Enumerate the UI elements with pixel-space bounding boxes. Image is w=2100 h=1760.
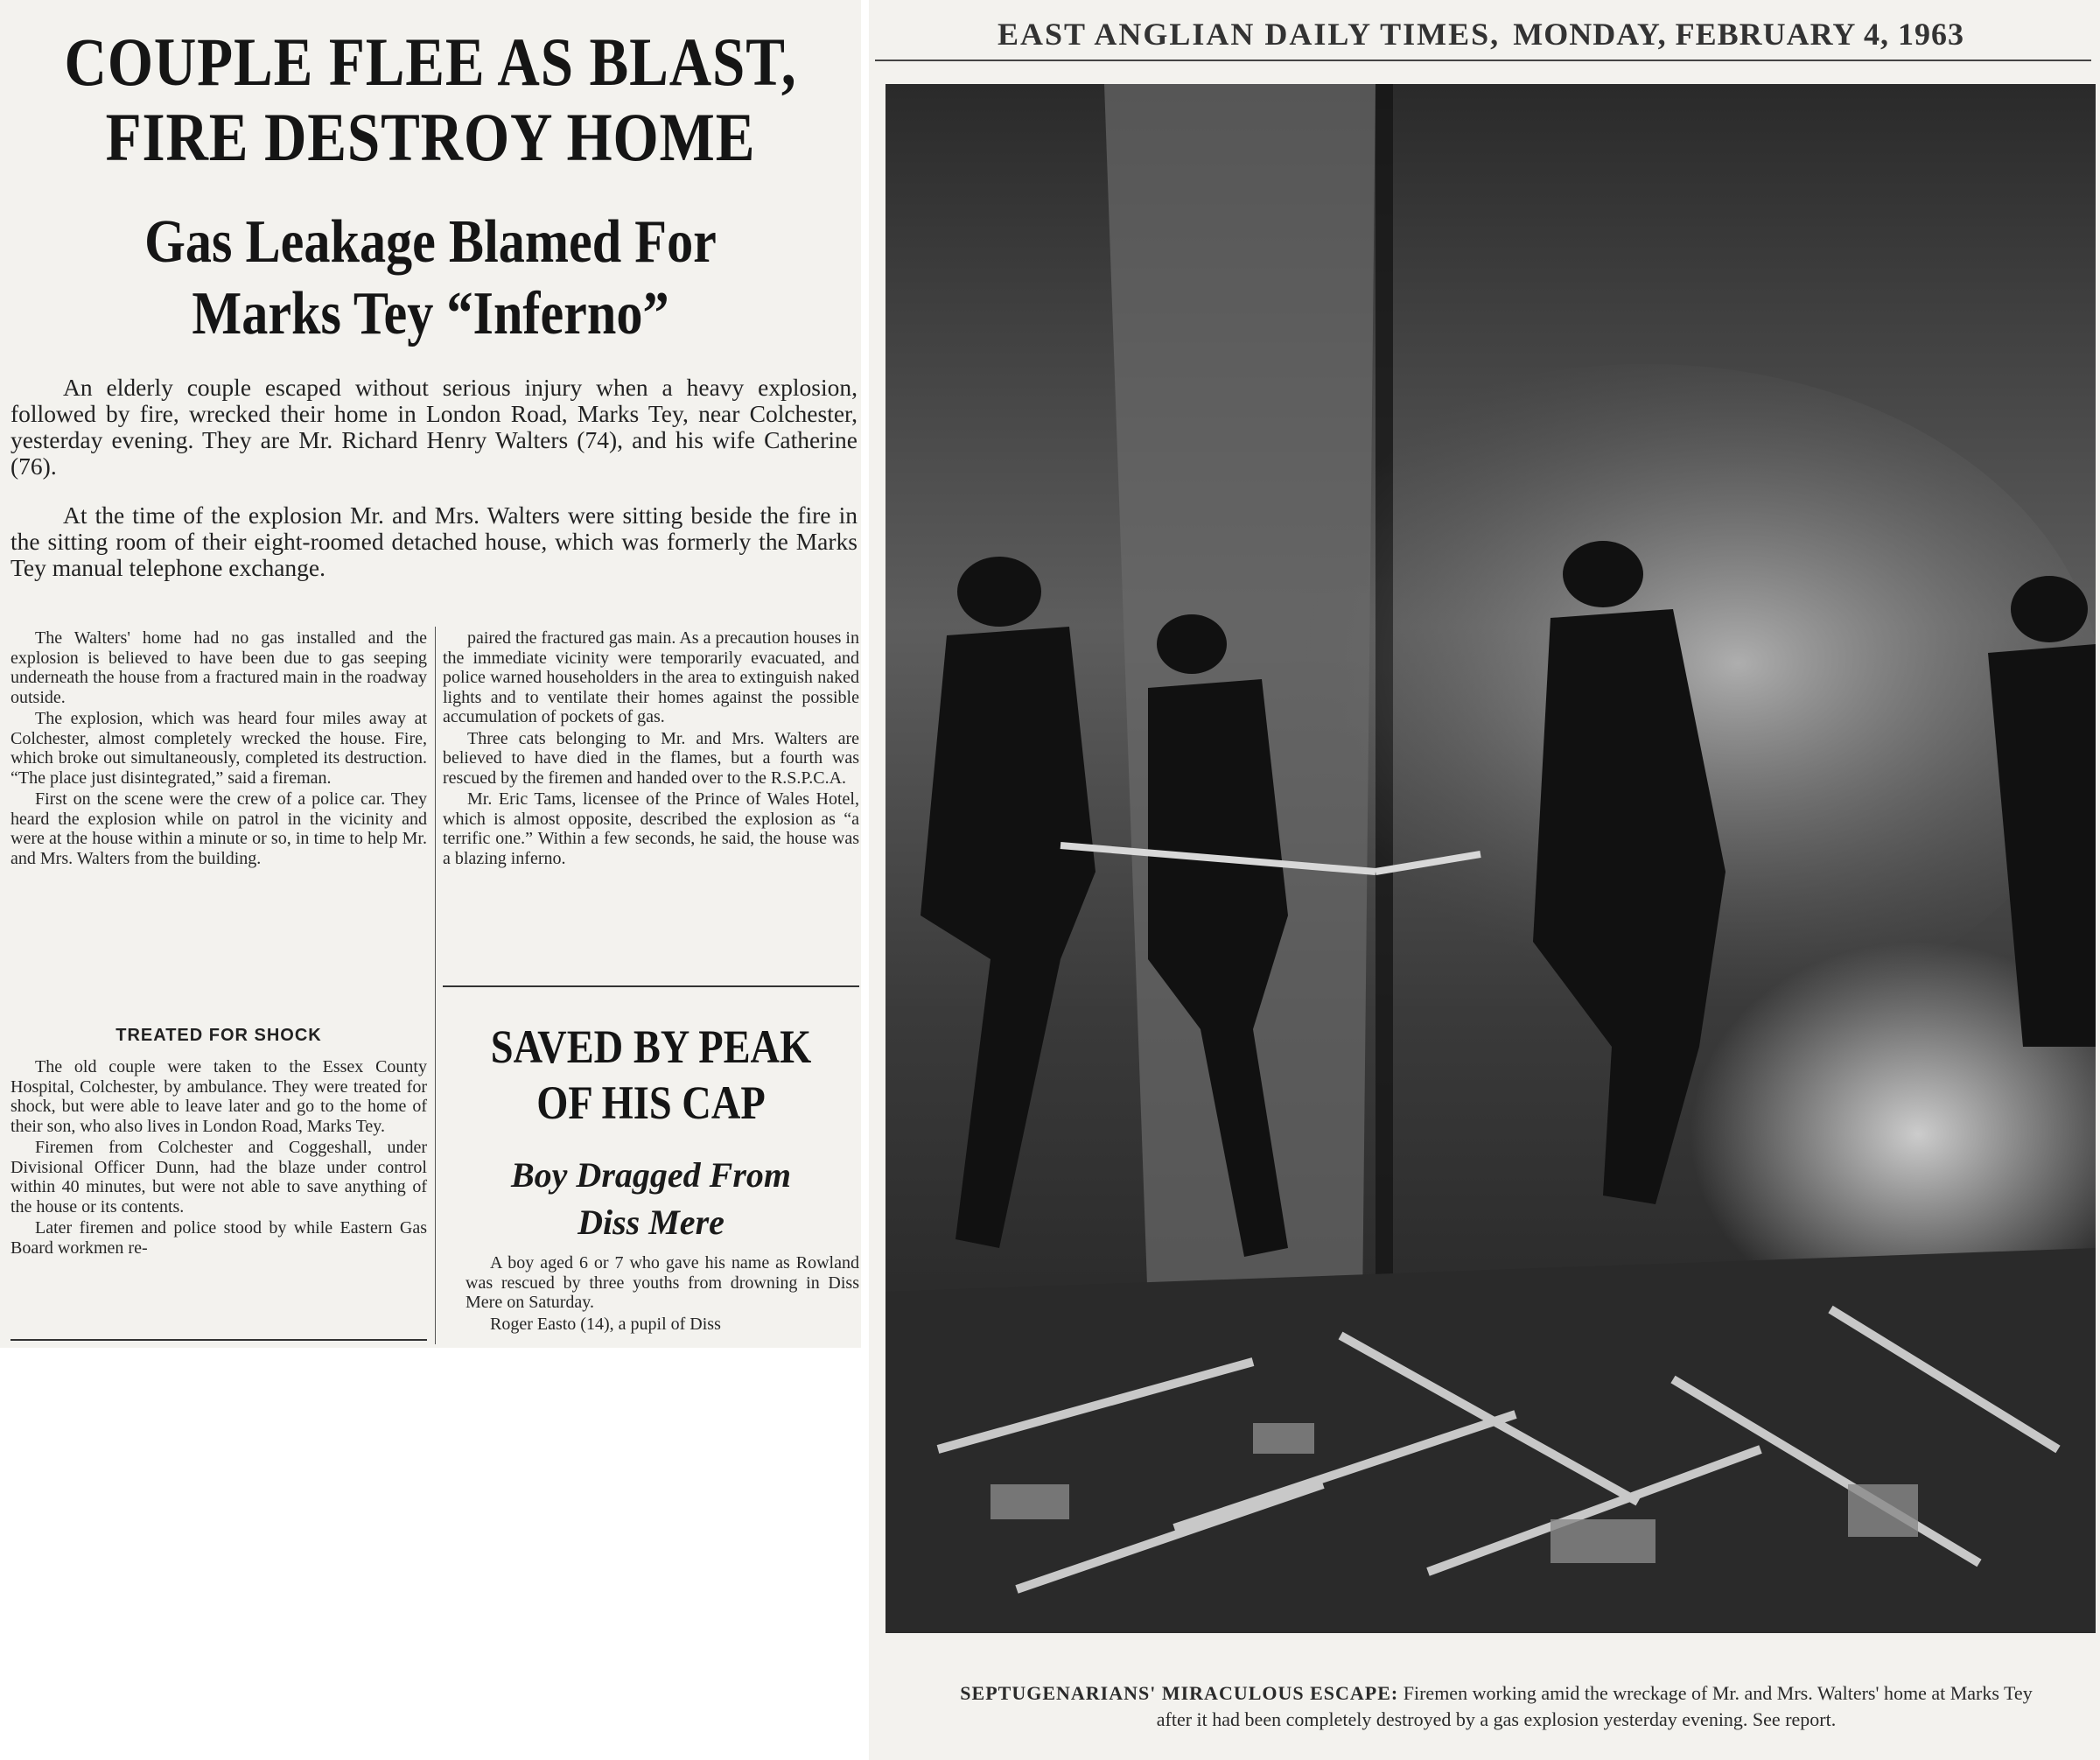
body-paragraph: Firemen from Colchester and Coggeshall, under Divisional Officer Dunn, had the blaze under control within 40 minutes, but were not able to save anything of the house or its contents. xyxy=(10,1138,427,1217)
main-subheadline-line1: Gas Leakage Blamed For xyxy=(144,208,717,276)
newspaper-masthead xyxy=(875,9,2091,61)
lead-paragraph-1: An elderly couple escaped without serious injury when a heavy explosion, followed by fire, wrecked their home in London Road, Marks Tey, near Colchester, yesterday evening. They are Mr. Richard Henry Walters (74), and his wife Catherine (76). xyxy=(10,374,858,480)
second-subheadline-line1: Boy Dragged From xyxy=(511,1155,791,1195)
crosshead-treated-for-shock: TREATED FOR SHOCK xyxy=(116,1026,322,1045)
body-paragraph: A boy aged 6 or 7 who gave his name as Rowland was rescued by three youths from drowning in Diss Mere on Saturday. xyxy=(466,1253,859,1312)
second-story-body xyxy=(466,1253,859,1336)
second-headline-line2: OF HIS CAP xyxy=(536,1076,766,1129)
caption-lead: SEPTUGENARIANS' MIRACULOUS ESCAPE: xyxy=(960,1682,1399,1704)
column-divider xyxy=(435,627,436,1344)
main-headline-line2: FIRE DESTROY HOME xyxy=(105,99,756,175)
body-paragraph: The old couple were taken to the Essex County Hospital, Colchester, by ambulance. They were treated for shock, but were able to leave later and go to the home of their son, who also lives in London Road, Marks Tey. xyxy=(10,1057,427,1136)
photo-caption xyxy=(954,1680,2039,1733)
body-paragraph: Mr. Eric Tams, licensee of the Prince of Wales Hotel, which is almost opposite, described the explosion as “a terrific one.” Within a few seconds, he said, the house was a blazing inferno. xyxy=(443,789,859,868)
fireman-helmet xyxy=(2011,576,2088,642)
fireman-helmet xyxy=(1563,541,1643,607)
publication-date: MONDAY, FEBRUARY 4, 1963 xyxy=(1513,17,1964,52)
story-divider-rule xyxy=(443,985,859,987)
story-column-1 xyxy=(10,628,427,870)
body-paragraph: paired the fractured gas main. As a precaution houses in the immediate vicinity were temporarily evacuated, and police warned householders in the area to extinguish naked lights and to ventilate their homes against the possible accumulation of pockets of gas. xyxy=(443,628,859,726)
debris-pile xyxy=(886,1248,2096,1633)
bottom-rule-left xyxy=(10,1339,427,1341)
main-headline xyxy=(60,25,801,175)
body-paragraph: The Walters' home had no gas installed and the explosion is believed to have been due to gas seeping underneath the house from a fractured main in the roadway outside. xyxy=(10,628,427,707)
fire-scene-photograph xyxy=(886,84,2096,1633)
body-paragraph: Later firemen and police stood by while Eastern Gas Board workmen re- xyxy=(10,1218,427,1258)
body-paragraph: Three cats belonging to Mr. and Mrs. Walters are believed to have died in the flames, but a fourth was rescued by the firemen and handed over to the R.S.P.C.A. xyxy=(443,728,859,788)
main-subheadline-line2: Marks Tey “Inferno” xyxy=(192,280,669,347)
story-column-2 xyxy=(443,628,859,870)
body-paragraph: The explosion, which was heard four miles away at Colchester, almost completely wrecked the house. Fire, which broke out simultaneously, completed its destruction. “The place just disintegrated,” said a fireman. xyxy=(10,709,427,788)
publication-name: EAST ANGLIAN DAILY TIMES, xyxy=(998,17,1501,52)
body-paragraph: Roger Easto (14), a pupil of Diss xyxy=(490,1314,721,1334)
photo-illustration xyxy=(886,84,2096,1633)
fireman-helmet xyxy=(957,557,1041,627)
second-subheadline-line2: Diss Mere xyxy=(578,1203,724,1242)
lead-paragraph-2: At the time of the explosion Mr. and Mrs. Walters were sitting beside the fire in the sitting room of their eight-roomed detached house, which was formerly the Marks Tey manual telephone exchange. xyxy=(10,501,858,581)
story-column-1-continued xyxy=(10,1057,427,1259)
caption-text: Firemen working amid the wreckage of Mr. and Mrs. Walters' home at Marks Tey after it had been completely destroyed by a gas explosion yesterday evening. See report. xyxy=(1156,1682,2033,1730)
second-story-subheadline xyxy=(443,1152,859,1246)
second-story-headline xyxy=(472,1019,830,1131)
body-paragraph: First on the scene were the crew of a police car. They heard the explosion while on patrol in the vicinity and were at the house within a minute or so, in time to help Mr. and Mrs. Walters from the building. xyxy=(10,789,427,868)
main-headline-line1: COUPLE FLEE AS BLAST, xyxy=(64,24,797,100)
second-headline-line1: SAVED BY PEAK xyxy=(490,1020,812,1073)
fireman-helmet xyxy=(1157,614,1227,674)
main-subheadline xyxy=(60,207,801,350)
